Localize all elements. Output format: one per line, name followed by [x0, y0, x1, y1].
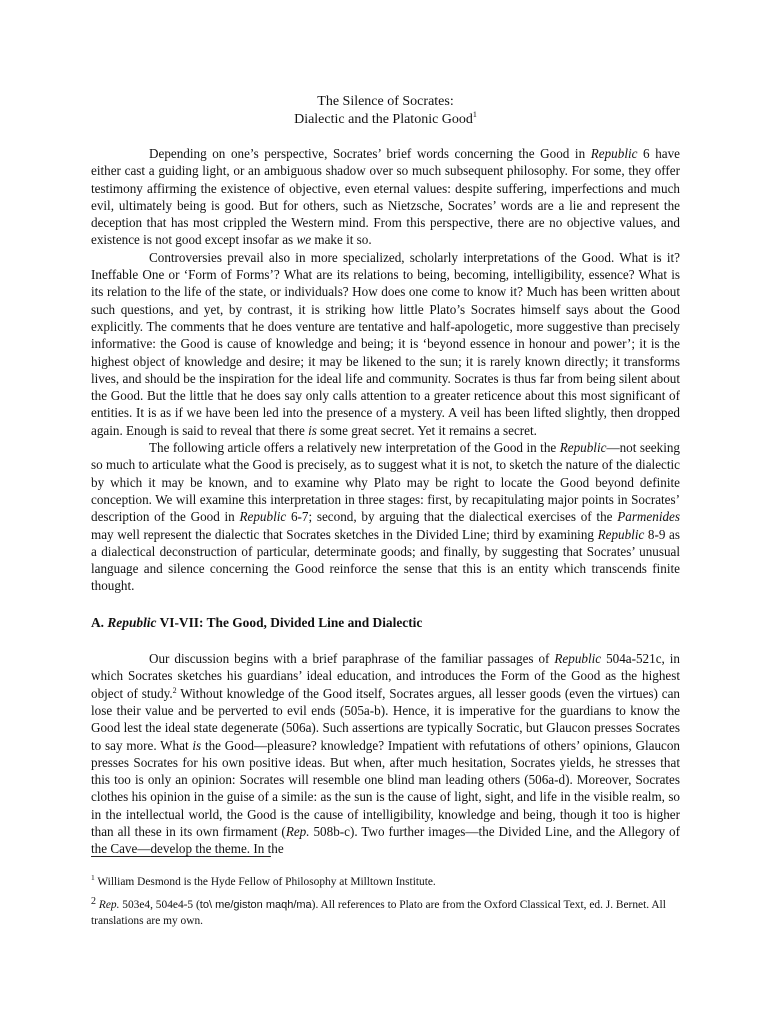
paragraph-1 [91, 145, 680, 249]
document-page [91, 93, 680, 858]
section-heading-a [91, 614, 680, 631]
italic-run: Republic [597, 526, 645, 542]
italic-run: Republic [559, 440, 607, 456]
text-run: —not seeking so much to articulate what the Good is precisely, as to suggest what it is not, to sketch the nature of the dialectic by which it may be known, and to examine why Plato may be right to locate the Good beyond definite conception. We will examine this interpretation in three stages: first, by recapitulating major points in Socrates’ description of the Good in [91, 440, 680, 525]
title-line-2: Dialectic and the Platonic Good [294, 112, 473, 127]
italic-run: is [192, 737, 202, 753]
paragraph-3 [91, 439, 680, 595]
text-run: 6-7; second, by arguing that the dialectical exercises of the [286, 509, 618, 525]
footnote-1-marker: 1 [91, 873, 95, 882]
footnotes [91, 874, 680, 936]
text-run: The following article offers a relatively new interpretation of the Good in the [149, 440, 560, 456]
heading-italic: Republic [107, 614, 157, 630]
footnote-2-text-a: 503e4, 504e4-5 ( [119, 899, 200, 911]
italic-run: Republic [590, 146, 638, 161]
footnote-divider [91, 856, 271, 857]
document-subtitle [91, 111, 680, 129]
italic-run: is [308, 422, 317, 438]
text-run: may well represent the dialectic that Socrates sketches in the Divided Line; third by examining [91, 526, 598, 542]
text-run: 504a-521c, in which Socrates sketches his guardians’ ideal education, and introduces the Form of the Good as the highest object of study. [91, 651, 680, 701]
paragraph-2 [91, 249, 680, 439]
text-run: 8-9 as a dialectical deconstruction of particular, determinate goods; and finally, by suggesting that Socrates’ unusual language and silence concerning the Good reinforce the sense that this is an entity which transcends finite thought. [91, 526, 680, 594]
text-run: Without knowledge of the Good itself, Socrates argues, all lesser goods (even the virtues) can lose their value and be perverted to evil ends (505a-b). Hence, it is imperative for the guardians to know the Good lest the ideal state degenerate (506a). Such assertions are typically Socratic, but Glaucon presses Socrates to say more. What [91, 685, 680, 753]
footnote-marker-2[interactable]: 2 [172, 685, 177, 695]
footnote-2-marker: 2 [91, 896, 96, 907]
italic-run: Republic [554, 651, 602, 667]
heading-rest: VI-VII: The Good, Divided Line and Dialectic [156, 614, 423, 630]
title-footnote-marker[interactable]: 1 [472, 110, 477, 119]
footnote-1 [91, 874, 680, 890]
footnote-2 [91, 897, 680, 929]
title-block [91, 93, 680, 129]
italic-run: Rep. [285, 823, 310, 839]
heading-prefix: A. [91, 614, 108, 630]
document-title [91, 93, 680, 111]
text-run: Our discussion begins with a brief paraphrase of the familiar passages of [149, 651, 555, 667]
paragraph-4 [91, 650, 680, 858]
text-run: make it so. [311, 232, 372, 248]
footnote-2-greek: to\ me/giston maqh/ma [199, 899, 312, 911]
text-run: Depending on one’s perspective, Socrates’ brief words concerning the Good in [149, 146, 591, 161]
footnote-2-rep: Rep. [98, 899, 120, 911]
footnote-1-text: William Desmond is the Hyde Fellow of Philosophy at Milltown Institute. [94, 876, 436, 888]
text-run: Controversies prevail also in more specialized, scholarly interpretations of the Good. What is it? Ineffable One or ‘Form of Forms’? What are its relations to being, becoming, intelligibility, essence? What is its relation to the life of the state, or individuals? How does one come to know it? Much has been written about such questions, and yet, by contrast, it is striking how little Plato’s Socrates himself says about the Good explicitly. The comments that he does venture are tentative and half-apologetic, more suggestive than precisely informative: the Good is cause of knowledge and being; it is ‘beyond essence in honour and power’; it is the highest object of knowledge and desire; it may be likened to the sun; it is rarely known directly; it transforms lives, and should be the inspiration for the ideal life and community. Socrates is thus far from being silent about the Good. But the little that he does say only calls attention to a greater reticence about this most significant of entities. It is as if we have been led into the presence of a mystery. A veil has been lifted slightly, then dropped again. Enough is said to reveal that there [91, 249, 680, 438]
italic-run: we [296, 232, 312, 248]
title-line-1: The Silence of Socrates: [317, 94, 454, 109]
footnote-2-text-b: ). All references to Plato are from the Oxford Classical Text, ed. J. Bernet. All translations are my own. [91, 899, 666, 927]
text-run: the Good—pleasure? knowledge? Impatient with refutations of others’ opinions, Glaucon presses Socrates for his own positive ideas. But when, after much hesitation, Socrates yields, he stresses that this too is only an opinion: Socrates will resemble one blind man leading others (506a-d). Moreover, Socrates clothes his opinion in the guise of a simile: as the sun is the cause of light, sight, and life in the visible realm, so in the intellectual world, the Good is the cause of intelligibility, knowledge and being, though it too is higher than all these in its own firmament ( [91, 737, 680, 839]
italic-run: Republic [239, 509, 287, 525]
italic-run: Parmenides [617, 509, 680, 525]
text-run: 508b-c). Two further images—the Divided Line, and the Allegory of the Cave—develop the theme. In the [91, 823, 680, 857]
text-run: 6 have either cast a guiding light, or an ambiguous shadow over so much subsequent philosophy. For some, they offer testimony affirming the existence of objective, even eternal values: despite suffering, imperfections and much evil, ultimately being is good. But for others, such as Nietzsche, Socrates’ words are a lie and represent the deception that has most crippled the Western mind. From this perspective, there are no objective values, and existence is not good except insofar as [91, 146, 681, 248]
text-run: some great secret. Yet it remains a secret. [316, 422, 537, 438]
